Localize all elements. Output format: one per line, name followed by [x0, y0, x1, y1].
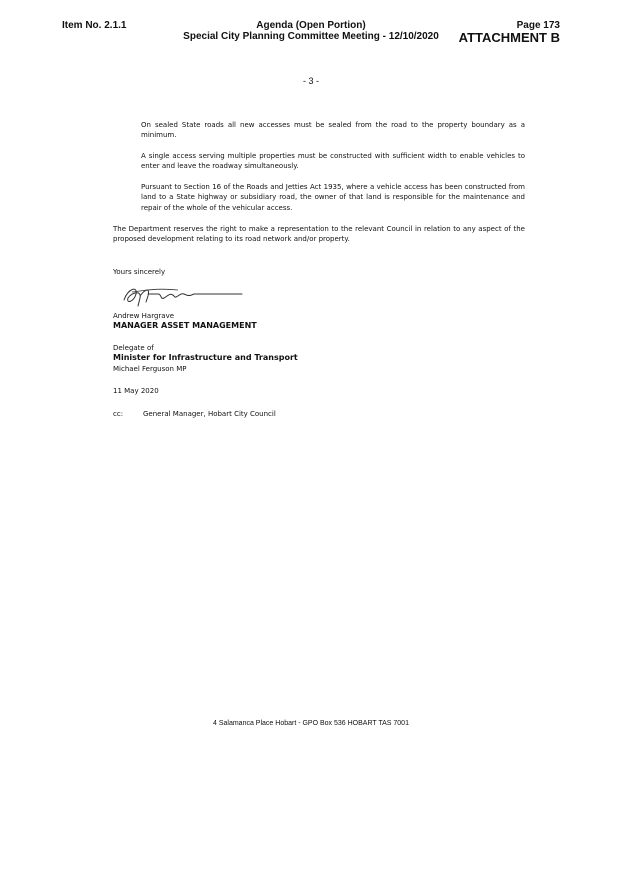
paragraph-sealed-roads: On sealed State roads all new accesses must be sealed from the road to the property boundary as a minimum. [141, 121, 525, 140]
minister-title: Minister for Infrastructure and Transport [113, 353, 298, 362]
letter-footer-address: 4 Salamanca Place Hobart - GPO Box 536 HOBART TAS 7001 [213, 720, 409, 727]
page-header [62, 20, 560, 50]
page-label: Page 173 [516, 20, 560, 31]
agenda-title: Agenda (Open Portion) [256, 20, 366, 31]
attachment-label: ATTACHMENT B [458, 30, 560, 45]
letter-date: 11 May 2020 [113, 387, 159, 395]
paragraph-roads-jetties-act: Pursuant to Section 16 of the Roads and Jetties Act 1935, where a vehicle access has been constructed from land to a State highway or subsidiary road, the owner of that land is responsible for the maintenance and repair of the whole of the vehicular access. [141, 183, 525, 212]
signatory-name: Andrew Hargrave [113, 312, 175, 320]
paragraph-single-access: A single access serving multiple properties must be constructed with sufficient width to enable vehicles to enter and leave the roadway simultaneously. [141, 152, 525, 171]
cc-recipient: General Manager, Hobart City Council [143, 410, 276, 418]
signature-image [118, 282, 248, 310]
letter-page-number: - 3 - [302, 76, 319, 86]
item-number: Item No. 2.1.1 [62, 20, 127, 31]
paragraph-department-reserves: The Department reserves the right to make a representation to the relevant Council in relation to any aspect of the proposed development relating to its road network and/or property. [113, 225, 525, 244]
signatory-title: MANAGER ASSET MANAGEMENT [113, 321, 257, 330]
delegate-label: Delegate of [113, 344, 154, 352]
salutation: Yours sincerely [113, 268, 166, 276]
cc-label: cc: [113, 410, 124, 418]
meeting-title: Special City Planning Committee Meeting - 12/10/2020 [183, 31, 439, 42]
minister-name: Michael Ferguson MP [113, 365, 187, 373]
page-info [459, 20, 560, 45]
